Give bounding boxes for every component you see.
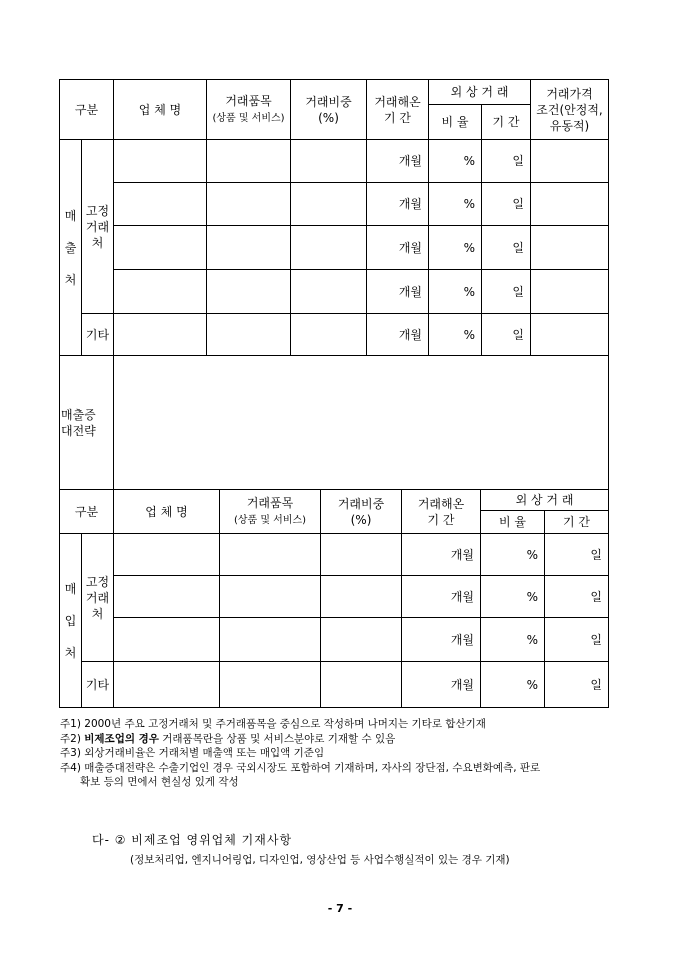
ratio-cell[interactable]	[291, 270, 367, 314]
ratio-cell[interactable]	[321, 662, 402, 708]
ratio-cell[interactable]	[321, 618, 402, 662]
item-cell[interactable]	[220, 662, 321, 708]
credit-ratio-cell[interactable]: %	[429, 183, 482, 226]
credit-ratio-cell[interactable]: %	[429, 270, 482, 314]
credit-ratio-cell[interactable]: %	[429, 314, 482, 356]
period-cell[interactable]: 개월	[367, 183, 429, 226]
item-cell[interactable]	[220, 534, 321, 576]
purchase-fixed-label: 고정 거래 처	[82, 534, 114, 662]
purchase-other-label: 기타	[82, 662, 114, 708]
col-credit-period: 기 간	[482, 105, 531, 140]
sales-table	[59, 79, 609, 490]
credit-ratio-cell[interactable]: %	[481, 534, 545, 576]
company-cell[interactable]	[114, 314, 207, 356]
note-4-line-2: 확보 등의 면에서 현실성 있게 작성	[80, 776, 239, 788]
price-terms-cell[interactable]	[531, 314, 609, 356]
section-title: 다- ② 비제조업 영위업체 기재사항	[92, 833, 293, 847]
ratio-cell[interactable]	[321, 576, 402, 618]
credit-period-cell[interactable]: 일	[482, 314, 531, 356]
ratio-cell[interactable]	[321, 534, 402, 576]
col-price-terms: 거래가격 조건(안정적, 유동적)	[531, 80, 609, 140]
credit-period-cell[interactable]: 일	[482, 270, 531, 314]
company-cell[interactable]	[114, 226, 207, 270]
sales-strategy-field[interactable]	[114, 356, 609, 490]
col-item: 거래품목 (상품 및 서비스)	[220, 490, 321, 534]
note-3: 주3) 외상거래비율은 거래처별 매출액 또는 매입액 기준임	[60, 747, 325, 759]
company-cell[interactable]	[114, 618, 220, 662]
period-cell[interactable]: 개월	[367, 140, 429, 183]
credit-period-cell[interactable]: 일	[482, 140, 531, 183]
sales-group-label: 매 출 처	[60, 140, 82, 356]
credit-ratio-cell[interactable]: %	[481, 662, 545, 708]
period-cell[interactable]: 개월	[402, 618, 481, 662]
note-2: 주2) 비제조업의 경우 거래품목란을 상품 및 서비스분야로 기재할 수 있음	[60, 732, 396, 745]
sales-fixed-label: 고정 거래 처	[82, 140, 114, 314]
col-company: 업 체 명	[114, 80, 207, 140]
col-credit-period: 기 간	[545, 511, 609, 534]
company-cell[interactable]	[114, 270, 207, 314]
credit-period-cell[interactable]: 일	[545, 576, 609, 618]
company-cell[interactable]	[114, 183, 207, 226]
credit-period-cell[interactable]: 일	[545, 534, 609, 576]
footnotes	[60, 717, 620, 790]
credit-period-cell[interactable]: 일	[482, 183, 531, 226]
ratio-cell[interactable]	[291, 314, 367, 356]
col-credit: 외 상 거 래	[481, 490, 609, 511]
ratio-cell[interactable]	[291, 140, 367, 183]
section-subtitle: (정보처리업, 엔지니어링업, 디자인업, 영상산업 등 사업수행실적이 있는 경우 기재)	[130, 854, 510, 866]
purchase-group-label: 매 입 처	[60, 534, 82, 708]
sales-other-label: 기타	[82, 314, 114, 356]
ratio-cell[interactable]	[291, 226, 367, 270]
item-cell[interactable]	[207, 183, 291, 226]
price-terms-cell[interactable]	[531, 140, 609, 183]
company-cell[interactable]	[114, 576, 220, 618]
note-1: 주1) 2000년 주요 고정거래처 및 주거래품목을 중심으로 작성하며 나머지는 기타로 합산기재	[60, 718, 486, 730]
price-terms-cell[interactable]	[531, 226, 609, 270]
company-cell[interactable]	[114, 534, 220, 576]
period-cell[interactable]: 개월	[367, 226, 429, 270]
price-terms-cell[interactable]	[531, 183, 609, 226]
item-cell[interactable]	[207, 314, 291, 356]
credit-period-cell[interactable]: 일	[482, 226, 531, 270]
price-terms-cell[interactable]	[531, 270, 609, 314]
col-credit: 외 상 거 래	[429, 80, 531, 105]
col-period: 거래해온 기 간	[367, 80, 429, 140]
col-ratio: 거래비중 (%)	[291, 80, 367, 140]
ratio-cell[interactable]	[291, 183, 367, 226]
period-cell[interactable]: 개월	[402, 576, 481, 618]
company-cell[interactable]	[114, 140, 207, 183]
page-number: - 7 -	[327, 902, 353, 915]
item-cell[interactable]	[220, 576, 321, 618]
col-gubun: 구분	[60, 490, 114, 534]
col-ratio: 거래비중 (%)	[321, 490, 402, 534]
company-cell[interactable]	[114, 662, 220, 708]
period-cell[interactable]: 개월	[367, 270, 429, 314]
credit-period-cell[interactable]: 일	[545, 618, 609, 662]
credit-ratio-cell[interactable]: %	[429, 140, 482, 183]
period-cell[interactable]: 개월	[402, 662, 481, 708]
col-credit-ratio: 비 율	[481, 511, 545, 534]
purchase-table	[59, 489, 609, 708]
item-cell[interactable]	[207, 226, 291, 270]
credit-ratio-cell[interactable]: %	[429, 226, 482, 270]
credit-period-cell[interactable]: 일	[545, 662, 609, 708]
col-credit-ratio: 비 율	[429, 105, 482, 140]
period-cell[interactable]: 개월	[402, 534, 481, 576]
item-cell[interactable]	[207, 270, 291, 314]
item-cell[interactable]	[220, 618, 321, 662]
credit-ratio-cell[interactable]: %	[481, 618, 545, 662]
sales-strategy-label: 매출증 대전략	[60, 356, 114, 490]
col-item: 거래품목 (상품 및 서비스)	[207, 80, 291, 140]
col-gubun: 구분	[60, 80, 114, 140]
col-company: 업 체 명	[114, 490, 220, 534]
period-cell[interactable]: 개월	[367, 314, 429, 356]
note-4-line-1: 주4) 매출증대전략은 수출기업인 경우 국외시장도 포함하여 기재하며, 자사의 장단점, 수요변화예측, 판로	[60, 761, 541, 774]
col-period: 거래해온 기 간	[402, 490, 481, 534]
item-cell[interactable]	[207, 140, 291, 183]
credit-ratio-cell[interactable]: %	[481, 576, 545, 618]
